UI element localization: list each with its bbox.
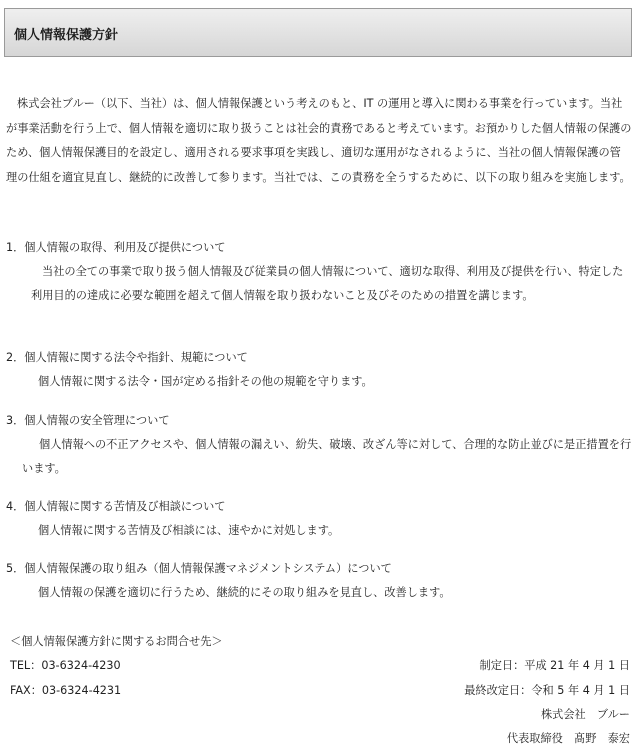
established-date: 制定日：平成 21 年 4 月 1 日 [479, 659, 630, 672]
revised-date: 最終改定日：令和 5 年 4 月 1 日 [464, 684, 630, 697]
section-heading: 5．個人情報保護の取り組み（個人情報保護マネジメントシステム）について [6, 562, 392, 575]
contact-fax: FAX：03-6324-4231 [10, 684, 122, 697]
section-heading: 2．個人情報に関する法令や指針、規範について [6, 351, 248, 364]
section-body: 個人情報に関する法令・国が定める指針その他の規範を守ります。 [38, 375, 373, 388]
section-heading: 4．個人情報に関する苦情及び相談について [6, 500, 226, 513]
policy-section-3 [6, 409, 632, 481]
policy-section-1 [6, 236, 632, 308]
company-name: 株式会社 ブルー [540, 708, 630, 721]
section-body: 当社の全ての事業で取り扱う個人情報及び従業員の個人情報について、適切な取得、利用及び提供を行い、特定した利用目的の達成に必要な範囲を超えて個人情報を取り扱わないこと及びそのための措置を講じます。 [31, 265, 624, 302]
section-body: 個人情報に関する苦情及び相談には、速やかに対処します。 [38, 524, 340, 537]
policy-section-2 [6, 346, 632, 394]
policy-section-5 [6, 557, 632, 605]
contact-heading: ＜個人情報保護方針に関するお問合せ先＞ [10, 635, 223, 648]
section-heading: 3．個人情報の安全管理について [6, 414, 170, 427]
policy-section-4 [6, 495, 632, 543]
contact-tel: TEL：03-6324-4230 [10, 659, 121, 672]
representative-name: 代表取締役 髙野 泰宏 [506, 732, 630, 745]
title-bar [4, 8, 632, 57]
section-heading: 1．個人情報の取得、利用及び提供について [6, 241, 226, 254]
page-title: 個人情報保護方針 [14, 28, 119, 43]
section-body: 個人情報の保護を適切に行うため、継続的にその取り組みを見直し、改善します。 [38, 586, 451, 599]
intro-paragraph: 株式会社ブルー（以下、当社）は、個人情報保護という考えのもと、IT の運用と導入に関わる事業を行っています。当社が事業活動を行う上で、個人情報を適切に取り扱うことは社会的責務であると考えています。お預かりした個人情報の保護のため、個人情報保護目的を設定し、適用される要求事項を実践し、適切な運用がなされるように、当社の個人情報保護の管理の仕組を適宜見直し、継続的に改善して参ります。当社では、この責務を全うするために、以下の取り組みを実施します。 [6, 97, 632, 184]
section-body: 個人情報への不正アクセスや、個人情報の漏えい、紛失、破壊、改ざん等に対して、合理的な防止並びに是正措置を行います。 [22, 438, 632, 475]
